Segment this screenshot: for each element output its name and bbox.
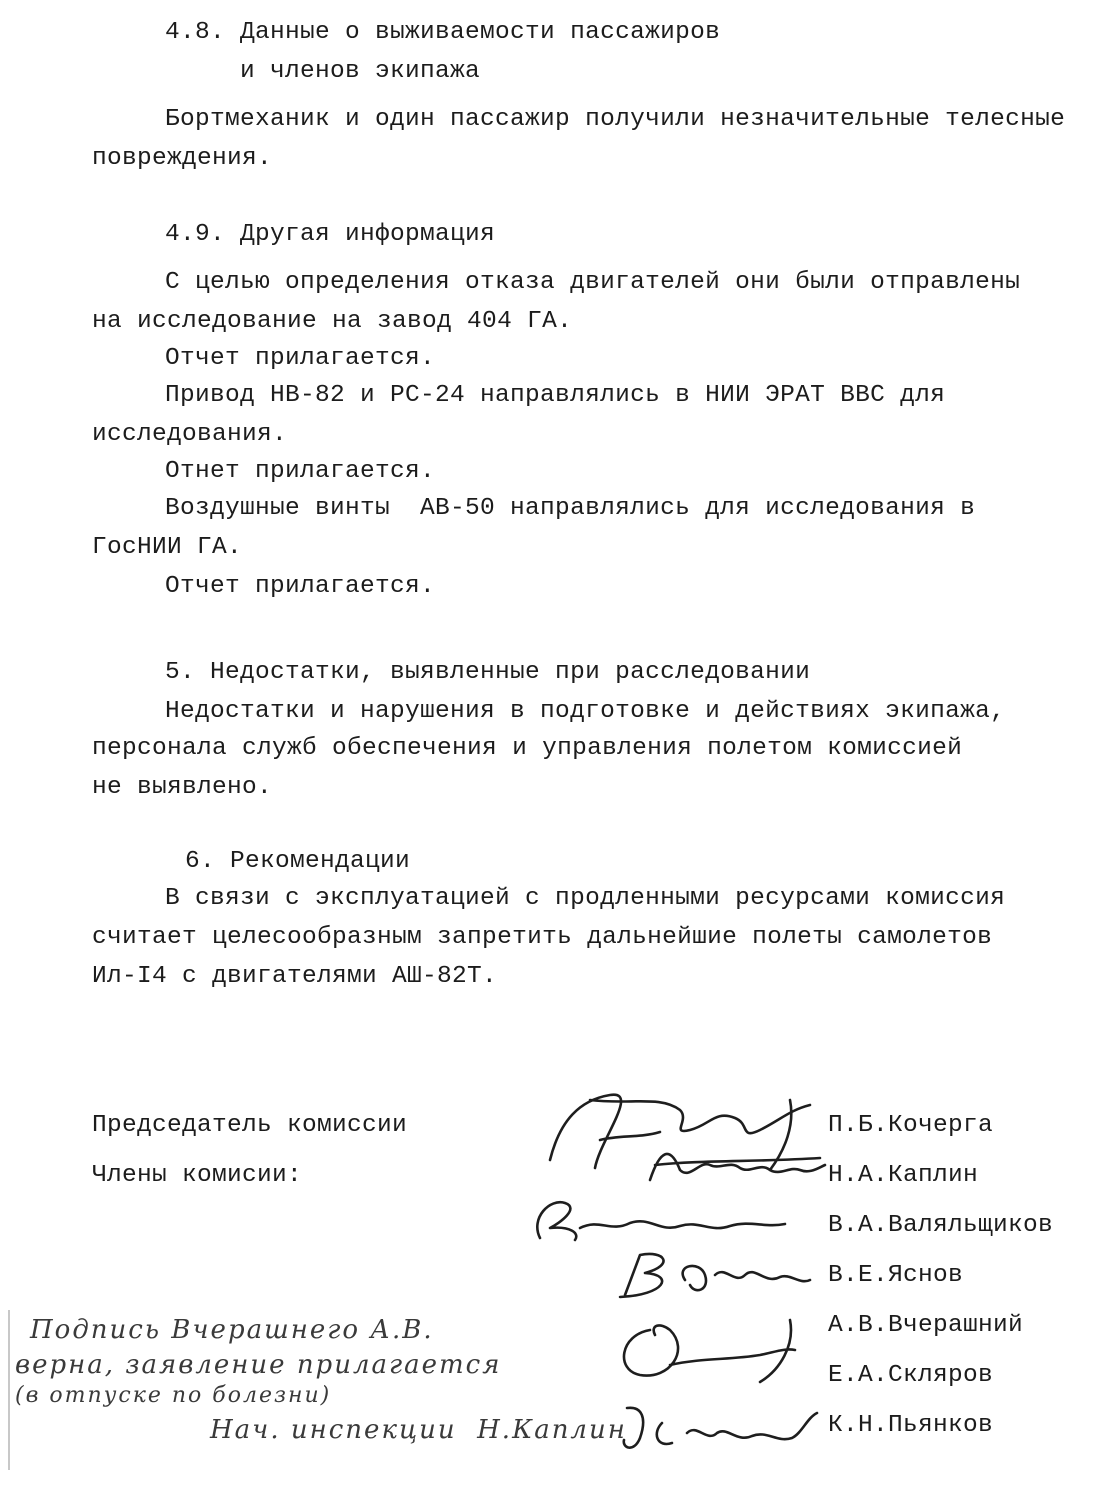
- signatory-name: В.А.Валяльщиков: [828, 1212, 1054, 1239]
- section-4-8-paragraph-line1: Бортмеханик и один пассажир получили незначительные телесные: [165, 106, 1066, 133]
- section-6-heading: 6. Рекомендации: [185, 848, 411, 875]
- section-4-9-line: Отчет прилагается.: [165, 345, 436, 372]
- section-4-9-line: на исследование на завод 404 ГА.: [92, 308, 573, 335]
- section-6-line: В связи с эксплуатацией с продленными ресурсами комиссия: [165, 885, 1006, 912]
- handwritten-note-line: Нач. инспекции Н.Каплин: [210, 1415, 627, 1445]
- signatory-name: К.Н.Пьянков: [828, 1412, 994, 1439]
- signature-valyalshchikov: [520, 1188, 790, 1253]
- handwritten-note-line: верна, заявление прилагается: [15, 1350, 502, 1380]
- section-5-line: не выявлено.: [92, 774, 273, 801]
- section-5-line: персонала служб обеспечения и управления полетом комиссией: [92, 735, 963, 762]
- section-4-9-line: Воздушные винты АВ-50 направлялись для исследования в: [165, 495, 976, 522]
- section-4-9-line: исследования.: [92, 421, 288, 448]
- members-label: Члены комисии:: [92, 1162, 303, 1189]
- signature-kaplin: [640, 1140, 830, 1195]
- signatory-name: А.В.Вчерашний: [828, 1312, 1024, 1339]
- section-4-9-heading: 4.9. Другая информация: [165, 221, 496, 248]
- handwritten-note-line: Подпись Вчерашнего А.В.: [30, 1315, 434, 1345]
- chairman-label: Председатель комиссии: [92, 1112, 408, 1139]
- section-4-9-line: Привод НВ-82 и РС-24 направлялись в НИИ ЭРАТ ВВС для: [165, 382, 946, 409]
- section-4-8-heading-line1: 4.8. Данные о выживаемости пассажиров: [165, 19, 721, 46]
- signature-yasnov: [605, 1245, 815, 1310]
- section-4-9-line: ГосНИИ ГА.: [92, 534, 243, 561]
- section-4-8-heading-line2: и членов экипажа: [240, 58, 481, 85]
- section-4-9-line: Отнет прилагается.: [165, 458, 436, 485]
- signature-vcherashniy: [610, 1310, 810, 1395]
- handwritten-note-line: (в отпуске по болезни): [15, 1383, 332, 1408]
- section-5-line: Недостатки и нарушения в подготовке и действиях экипажа,: [165, 698, 1006, 725]
- signatory-name: Н.А.Каплин: [828, 1162, 979, 1189]
- section-4-9-line: Отчет прилагается.: [165, 573, 436, 600]
- signatory-name: В.Е.Яснов: [828, 1262, 964, 1289]
- section-4-8-paragraph-line2: повреждения.: [92, 145, 273, 172]
- section-5-heading: 5. Недостатки, выявленные при расследовании: [165, 659, 811, 686]
- signatory-name: Е.А.Скляров: [828, 1362, 994, 1389]
- signature-sklyarov: [612, 1398, 822, 1463]
- section-6-line: Ил-I4 с двигателями АШ-82Т.: [92, 963, 498, 990]
- margin-line: [8, 1310, 10, 1470]
- section-4-9-line: С целью определения отказа двигателей они были отправлены: [165, 269, 1021, 296]
- section-6-line: считает целесообразным запретить дальнейшие полеты самолетов: [92, 924, 993, 951]
- signatory-name: П.Б.Кочерга: [828, 1112, 994, 1139]
